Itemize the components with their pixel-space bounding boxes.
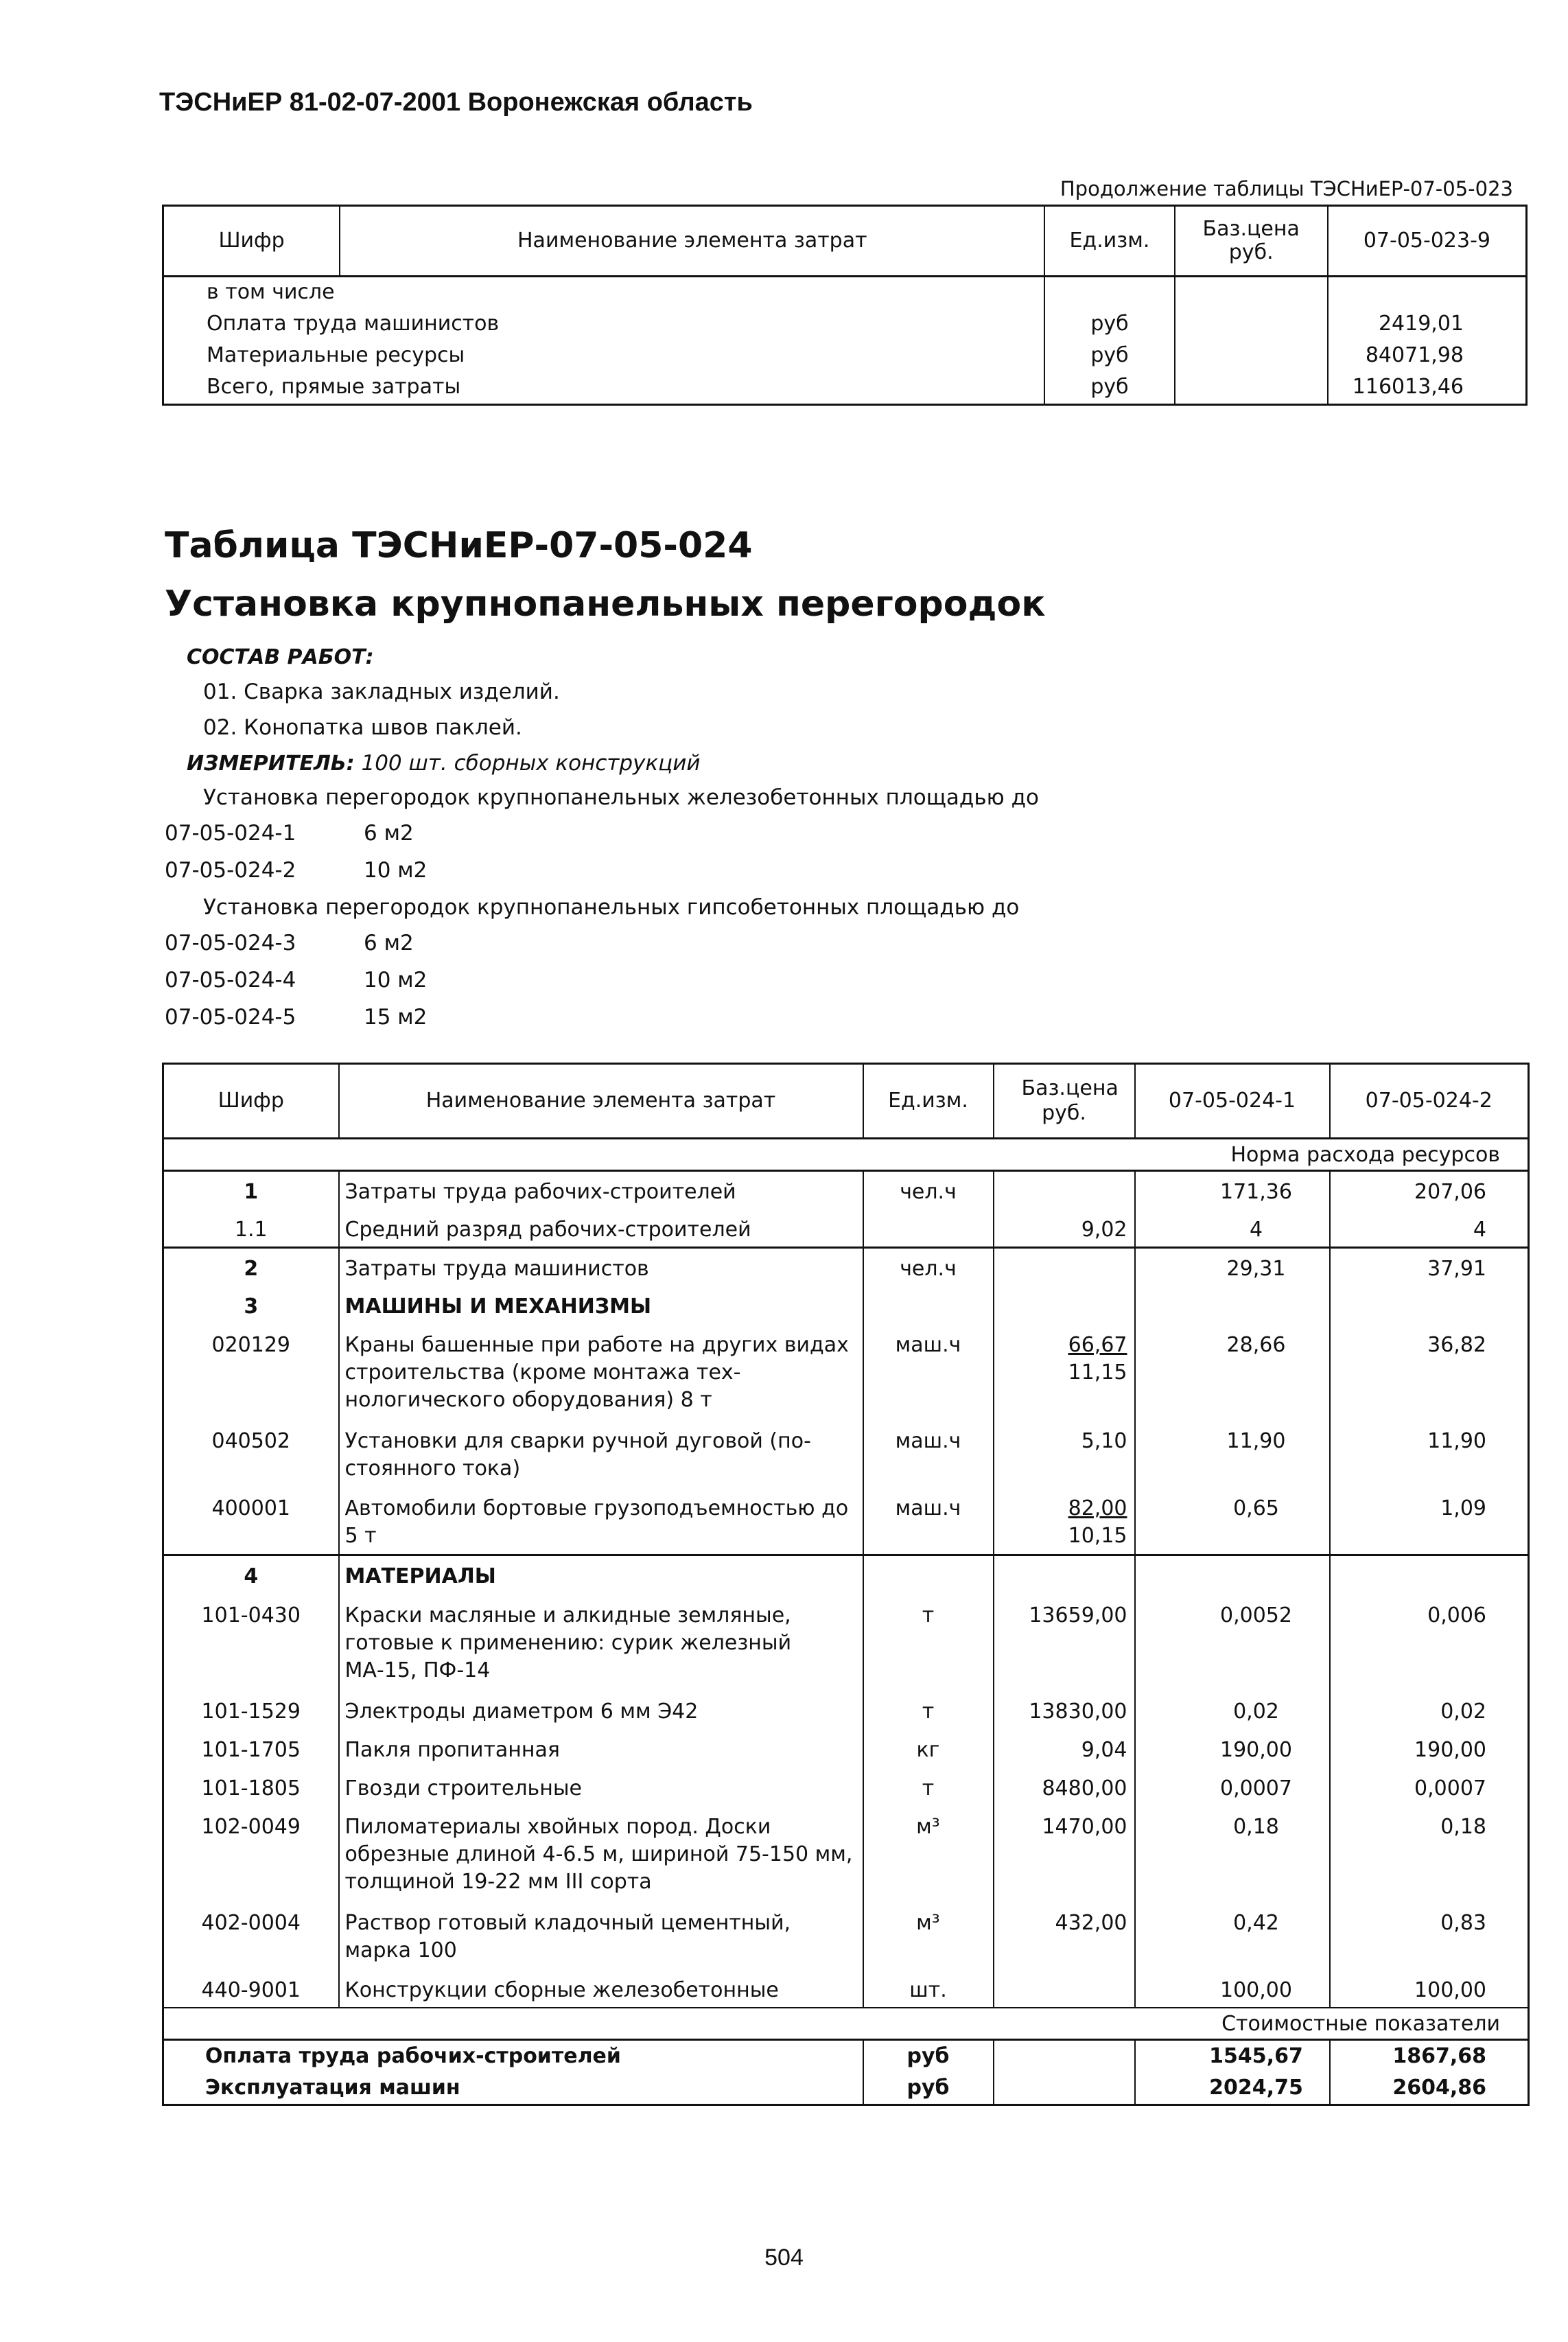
row-price — [994, 1209, 1135, 1248]
row-rate1: 171,36 — [1135, 1171, 1330, 1209]
price-primary: 5,10 — [1081, 1428, 1127, 1453]
row-price — [994, 1248, 1135, 1286]
row-unit: чел.ч — [863, 1171, 994, 1209]
row-code: 1.1 — [234, 1217, 268, 1242]
row-unit: кг — [863, 1730, 994, 1768]
table-row — [163, 277, 1527, 310]
row-code: 020129 — [211, 1332, 291, 1357]
row-name: Затраты труда рабочих-строителей — [339, 1171, 863, 1209]
row-rate2: 100,00 — [1330, 1970, 1529, 2008]
row-unit: руб — [1044, 309, 1174, 340]
row-rate2: 0,0007 — [1330, 1768, 1529, 1807]
item-size: 15 м2 — [364, 1005, 428, 1030]
resource-table — [162, 1063, 1530, 2106]
table-row — [163, 340, 1527, 372]
row-value: 2419,01 — [1328, 309, 1527, 340]
row-rate1: 0,0007 — [1135, 1768, 1330, 1807]
row-name: Гвозди строительные — [339, 1768, 863, 1807]
row-code: 101-1805 — [201, 1776, 301, 1800]
total-row — [163, 2072, 1529, 2105]
table-row — [163, 1171, 1529, 1209]
row-unit: маш.ч — [863, 1325, 994, 1421]
table-row — [163, 1730, 1529, 1768]
price-primary: 1470,00 — [1042, 1814, 1127, 1839]
row-rate1: 0,02 — [1135, 1691, 1330, 1730]
row-rate2 — [1330, 1555, 1529, 1595]
row-name: Пиломатериалы хвойных пород. Доски обрезные длиной 4-6.5 м, шириной 75-150 мм, толщиной 19-22 мм III сорта — [339, 1807, 863, 1903]
price-primary: 9,04 — [1081, 1737, 1127, 1762]
row-rate2: 190,00 — [1330, 1730, 1529, 1768]
col-code-header: Шифр — [163, 1064, 339, 1139]
total-rate1: 2024,75 — [1135, 2072, 1330, 2105]
total-rate1: 1545,67 — [1135, 2039, 1330, 2072]
table-row — [163, 1248, 1529, 1286]
row-name: Оплата труда машинистов — [207, 312, 500, 336]
row-code: 3 — [244, 1294, 259, 1319]
row-rate1: 28,66 — [1135, 1325, 1330, 1421]
row-unit: т — [863, 1595, 994, 1691]
row-code: 101-1705 — [201, 1737, 301, 1762]
work-item: 01. Сварка закладных изделий. — [203, 680, 560, 704]
price-secondary: 10,15 — [1068, 1523, 1127, 1548]
row-code: 101-1529 — [201, 1699, 301, 1724]
row-name: Материальные ресурсы — [207, 343, 465, 367]
table-row — [163, 1325, 1529, 1421]
total-name: Оплата труда рабочих-строителей — [163, 2039, 863, 2072]
row-name: в том числе — [207, 280, 335, 304]
row-name: Электроды диаметром 6 мм Э42 — [339, 1691, 863, 1730]
col-price-header: Баз.цена руб. — [994, 1064, 1135, 1139]
row-unit: чел.ч — [863, 1248, 994, 1286]
total-rate2: 1867,68 — [1330, 2039, 1529, 2072]
continuation-caption: Продолжение таблицы ТЭСНиЕР-07-05-023 — [1060, 177, 1513, 200]
table-header-row — [163, 206, 1527, 277]
table-row — [163, 372, 1527, 405]
row-unit: т — [863, 1768, 994, 1807]
table-row — [163, 1903, 1529, 1970]
table-subtitle: Установка крупнопанельных перегородок — [165, 583, 1046, 625]
price-primary: 13659,00 — [1029, 1603, 1127, 1627]
row-name: МАТЕРИАЛЫ — [339, 1555, 863, 1595]
total-unit: руб — [863, 2039, 994, 2072]
group-heading: Установка перегородок крупнопанельных гипсобетонных площадью до — [203, 895, 1020, 920]
row-code: 040502 — [211, 1428, 291, 1453]
row-unit — [863, 1209, 994, 1248]
col-price-header: Баз.цена руб. — [1175, 206, 1328, 277]
item-size: 10 м2 — [364, 968, 428, 993]
row-name: Средний разряд рабочих-строителей — [339, 1209, 863, 1248]
row-rate2: 0,18 — [1330, 1807, 1529, 1903]
total-price — [994, 2072, 1135, 2105]
price-primary: 432,00 — [1055, 1910, 1127, 1935]
price-secondary: 11,15 — [1068, 1360, 1127, 1384]
row-price — [994, 1595, 1135, 1691]
item-code: 07-05-024-3 — [165, 931, 296, 955]
col-unit-header: Ед.изм. — [1044, 206, 1174, 277]
row-price — [994, 1488, 1135, 1555]
col-name-header: Наименование элемента затрат — [340, 206, 1044, 277]
total-row — [163, 2039, 1529, 2072]
row-price — [994, 1555, 1135, 1595]
price-primary: 9,02 — [1081, 1217, 1127, 1242]
meter-label: ИЗМЕРИТЕЛЬ: — [187, 752, 355, 776]
table-row — [163, 1421, 1529, 1488]
row-rate2: 0,83 — [1330, 1903, 1529, 1970]
row-unit — [863, 1286, 994, 1325]
row-code: 102-0049 — [201, 1814, 301, 1839]
row-unit: маш.ч — [863, 1488, 994, 1555]
col-code-header: Шифр — [163, 206, 340, 277]
row-code: 400001 — [211, 1496, 291, 1520]
page-number: 504 — [764, 2245, 804, 2271]
price-primary: 8480,00 — [1042, 1776, 1127, 1800]
row-code: 4 — [163, 1555, 339, 1595]
row-unit: руб — [1044, 340, 1174, 372]
band-cost-row — [163, 2008, 1529, 2040]
row-code: 402-0004 — [201, 1910, 301, 1935]
col-rate1-header: 07-05-024-1 — [1135, 1064, 1330, 1139]
row-value: 116013,46 — [1328, 372, 1527, 405]
table-row — [163, 1768, 1529, 1807]
row-price — [994, 1421, 1135, 1488]
row-name: Затраты труда машинистов — [339, 1248, 863, 1286]
row-name: МАШИНЫ И МЕХАНИЗМЫ — [339, 1286, 863, 1325]
item-code: 07-05-024-4 — [165, 968, 296, 993]
row-name: Раствор готовый кладочный цементный, марка 100 — [339, 1903, 863, 1970]
group-heading: Установка перегородок крупнопанельных железобетонных площадью до — [203, 785, 1039, 810]
band-cost-label: Стоимостные показатели — [163, 2008, 1529, 2040]
table-row — [163, 309, 1527, 340]
row-rate2: 36,82 — [1330, 1325, 1529, 1421]
row-name: Краны башенные при работе на других видах строительства (кроме монтажа тех-нологического оборудования) 8 т — [339, 1325, 863, 1421]
table-row — [163, 1555, 1529, 1595]
row-name: Установки для сварки ручной дуговой (по-стоянного тока) — [339, 1421, 863, 1488]
row-rate1: 0,65 — [1135, 1488, 1330, 1555]
price-primary: 66,67 — [1068, 1332, 1127, 1357]
row-rate2: 11,90 — [1330, 1421, 1529, 1488]
row-price — [994, 1970, 1135, 2008]
row-name: Конструкции сборные железобетонные — [339, 1970, 863, 2008]
price-primary: 82,00 — [1068, 1496, 1127, 1520]
table-row — [163, 1209, 1529, 1248]
row-code: 2 — [163, 1248, 339, 1286]
row-name: Автомобили бортовые грузоподъемностью до 5 т — [339, 1488, 863, 1555]
row-unit: м³ — [863, 1807, 994, 1903]
row-rate2: 1,09 — [1330, 1488, 1529, 1555]
row-price — [994, 1730, 1135, 1768]
table-header-row — [163, 1064, 1529, 1139]
col-unit-header: Ед.изм. — [863, 1064, 994, 1139]
col-name-header: Наименование элемента затрат — [339, 1064, 863, 1139]
row-unit: т — [863, 1691, 994, 1730]
table-row — [163, 1691, 1529, 1730]
item-size: 10 м2 — [364, 858, 428, 883]
row-code: 1 — [163, 1171, 339, 1209]
meter-value: 100 шт. сборных конструкций — [361, 751, 701, 776]
row-price — [994, 1903, 1135, 1970]
price-primary: 13830,00 — [1029, 1699, 1127, 1724]
document-header: ТЭСНиЕР 81-02-07-2001 Воронежская область — [159, 88, 753, 117]
works-label: СОСТАВ РАБОТ: — [187, 645, 374, 669]
row-name: Всего, прямые затраты — [207, 375, 461, 399]
row-rate2: 0,02 — [1330, 1691, 1529, 1730]
row-code: 101-0430 — [201, 1603, 301, 1627]
total-price — [994, 2039, 1135, 2072]
row-rate1: 0,42 — [1135, 1903, 1330, 1970]
row-price — [994, 1768, 1135, 1807]
item-size: 6 м2 — [364, 821, 414, 846]
continuation-table — [162, 205, 1528, 406]
item-code: 07-05-024-5 — [165, 1005, 296, 1030]
row-rate2: 4 — [1330, 1209, 1529, 1248]
table-row — [163, 1286, 1529, 1325]
row-price — [994, 1325, 1135, 1421]
row-unit: м³ — [863, 1903, 994, 1970]
band-norm-row — [163, 1139, 1529, 1171]
table-title: Таблица ТЭСНиЕР-07-05-024 — [165, 525, 753, 566]
row-rate1: 0,18 — [1135, 1807, 1330, 1903]
table-row — [163, 1807, 1529, 1903]
col-value-header: 07-05-023-9 — [1328, 206, 1527, 277]
row-unit: руб — [1044, 372, 1174, 405]
row-name: Пакля пропитанная — [339, 1730, 863, 1768]
row-rate1 — [1135, 1555, 1330, 1595]
col-rate2-header: 07-05-024-2 — [1330, 1064, 1529, 1139]
row-name: Краски масляные и алкидные земляные, готовые к применению: сурик железный МА-15, ПФ-14 — [339, 1595, 863, 1691]
work-item: 02. Конопатка швов паклей. — [203, 715, 522, 740]
item-code: 07-05-024-2 — [165, 858, 296, 883]
band-norm-label: Норма расхода ресурсов — [163, 1139, 1529, 1171]
table-row — [163, 1970, 1529, 2008]
row-rate1 — [1135, 1286, 1330, 1325]
row-unit — [863, 1555, 994, 1595]
row-rate1: 29,31 — [1135, 1248, 1330, 1286]
row-rate2: 0,006 — [1330, 1595, 1529, 1691]
row-rate2: 207,06 — [1330, 1171, 1529, 1209]
row-unit: шт. — [863, 1970, 994, 2008]
row-rate2: 37,91 — [1330, 1248, 1529, 1286]
table-row — [163, 1595, 1529, 1691]
row-rate1: 100,00 — [1135, 1970, 1330, 2008]
row-rate1: 4 — [1135, 1209, 1330, 1248]
table-row — [163, 1488, 1529, 1555]
item-size: 6 м2 — [364, 931, 414, 955]
row-rate1: 0,0052 — [1135, 1595, 1330, 1691]
row-price — [994, 1691, 1135, 1730]
row-price — [994, 1807, 1135, 1903]
row-rate1: 11,90 — [1135, 1421, 1330, 1488]
row-code: 440-9001 — [201, 1978, 301, 2002]
row-rate2 — [1330, 1286, 1529, 1325]
row-value: 84071,98 — [1328, 340, 1527, 372]
row-price — [994, 1171, 1135, 1209]
row-rate1: 190,00 — [1135, 1730, 1330, 1768]
item-code: 07-05-024-1 — [165, 821, 296, 846]
total-unit: руб — [863, 2072, 994, 2105]
row-unit: маш.ч — [863, 1421, 994, 1488]
row-price — [994, 1286, 1135, 1325]
total-rate2: 2604,86 — [1330, 2072, 1529, 2105]
total-name: Эксплуатация машин — [205, 2075, 460, 2100]
